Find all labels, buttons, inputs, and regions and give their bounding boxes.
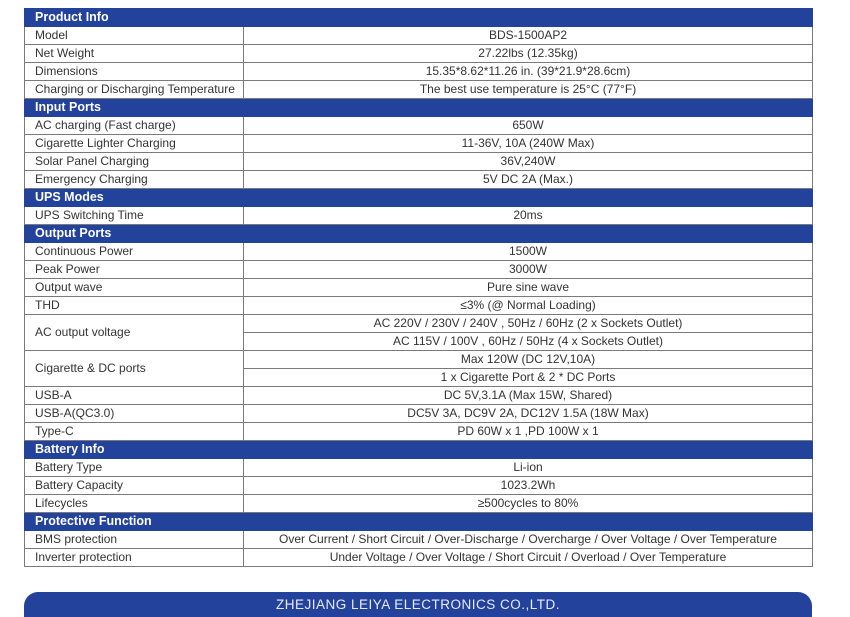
spec-label: Solar Panel Charging — [25, 153, 244, 171]
section-title: Battery Info — [25, 441, 813, 459]
table-row — [25, 459, 813, 477]
section-title: Input Ports — [25, 99, 813, 117]
table-row — [25, 315, 813, 333]
company-footer — [24, 592, 812, 617]
spec-value: Under Voltage / Over Voltage / Short Circuit / Overload / Over Temperature — [244, 549, 813, 567]
spec-value: DC 5V,3.1A (Max 15W, Shared) — [244, 387, 813, 405]
section-title: UPS Modes — [25, 189, 813, 207]
spec-label: Type-C — [25, 423, 244, 441]
spec-label: UPS Switching Time — [25, 207, 244, 225]
table-row — [25, 477, 813, 495]
spec-value: Li-ion — [244, 459, 813, 477]
table-row — [25, 45, 813, 63]
section-header — [25, 99, 813, 117]
spec-value: 1023.2Wh — [244, 477, 813, 495]
table-row — [25, 261, 813, 279]
table-row — [25, 117, 813, 135]
section-header — [25, 225, 813, 243]
spec-value: 15.35*8.62*11.26 in. (39*21.9*28.6cm) — [244, 63, 813, 81]
spec-value: 5V DC 2A (Max.) — [244, 171, 813, 189]
spec-value: Max 120W (DC 12V,10A) — [244, 351, 813, 369]
spec-label: Net Weight — [25, 45, 244, 63]
table-row — [25, 27, 813, 45]
section-title: Output Ports — [25, 225, 813, 243]
spec-label: BMS protection — [25, 531, 244, 549]
table-row — [25, 81, 813, 99]
spec-label: AC output voltage — [25, 315, 244, 351]
spec-label: Emergency Charging — [25, 171, 244, 189]
table-row — [25, 549, 813, 567]
spec-value: The best use temperature is 25°C (77°F) — [244, 81, 813, 99]
section-header — [25, 189, 813, 207]
table-row — [25, 531, 813, 549]
section-title: Protective Function — [25, 513, 813, 531]
table-row — [25, 297, 813, 315]
spec-value: 11-36V, 10A (240W Max) — [244, 135, 813, 153]
table-row — [25, 423, 813, 441]
section-header — [25, 9, 813, 27]
spec-value: AC 220V / 230V / 240V , 50Hz / 60Hz (2 x Sockets Outlet) — [244, 315, 813, 333]
table-row — [25, 171, 813, 189]
spec-value: 3000W — [244, 261, 813, 279]
table-row — [25, 207, 813, 225]
spec-table-body — [25, 9, 813, 567]
spec-value: 1500W — [244, 243, 813, 261]
spec-label: Dimensions — [25, 63, 244, 81]
section-title: Product Info — [25, 9, 813, 27]
section-header — [25, 441, 813, 459]
spec-label: THD — [25, 297, 244, 315]
spec-label: Continuous Power — [25, 243, 244, 261]
spec-label: Output wave — [25, 279, 244, 297]
table-row — [25, 387, 813, 405]
spec-value: Pure sine wave — [244, 279, 813, 297]
spec-label: Battery Type — [25, 459, 244, 477]
spec-label: Cigarette Lighter Charging — [25, 135, 244, 153]
spec-label: Peak Power — [25, 261, 244, 279]
spec-label: USB-A(QC3.0) — [25, 405, 244, 423]
table-row — [25, 63, 813, 81]
spec-value: PD 60W x 1 ,PD 100W x 1 — [244, 423, 813, 441]
spec-value: BDS-1500AP2 — [244, 27, 813, 45]
spec-value: 20ms — [244, 207, 813, 225]
spec-label: Lifecycles — [25, 495, 244, 513]
spec-label: Battery Capacity — [25, 477, 244, 495]
spec-value: ≤3% (@ Normal Loading) — [244, 297, 813, 315]
spec-label: AC charging (Fast charge) — [25, 117, 244, 135]
spec-value: AC 115V / 100V , 60Hz / 50Hz (4 x Sockets Outlet) — [244, 333, 813, 351]
spec-value: 1 x Cigarette Port & 2 * DC Ports — [244, 369, 813, 387]
spec-value: 650W — [244, 117, 813, 135]
spec-value: 36V,240W — [244, 153, 813, 171]
spec-label: USB-A — [25, 387, 244, 405]
company-name: ZHEJIANG LEIYA ELECTRONICS CO.,LTD. — [275, 597, 561, 612]
spec-value: 27.22lbs (12.35kg) — [244, 45, 813, 63]
spec-value: Over Current / Short Circuit / Over-Discharge / Overcharge / Over Voltage / Over Temperature — [244, 531, 813, 549]
spec-value: ≥500cycles to 80% — [244, 495, 813, 513]
spec-table — [24, 8, 813, 567]
spec-label: Charging or Discharging Temperature — [25, 81, 244, 99]
table-row — [25, 279, 813, 297]
table-row — [25, 243, 813, 261]
spec-label: Cigarette & DC ports — [25, 351, 244, 387]
table-row — [25, 135, 813, 153]
table-row — [25, 405, 813, 423]
spec-value: DC5V 3A, DC9V 2A, DC12V 1.5A (18W Max) — [244, 405, 813, 423]
spec-label: Inverter protection — [25, 549, 244, 567]
table-row — [25, 351, 813, 369]
section-header — [25, 513, 813, 531]
table-row — [25, 495, 813, 513]
spec-label: Model — [25, 27, 244, 45]
table-row — [25, 153, 813, 171]
